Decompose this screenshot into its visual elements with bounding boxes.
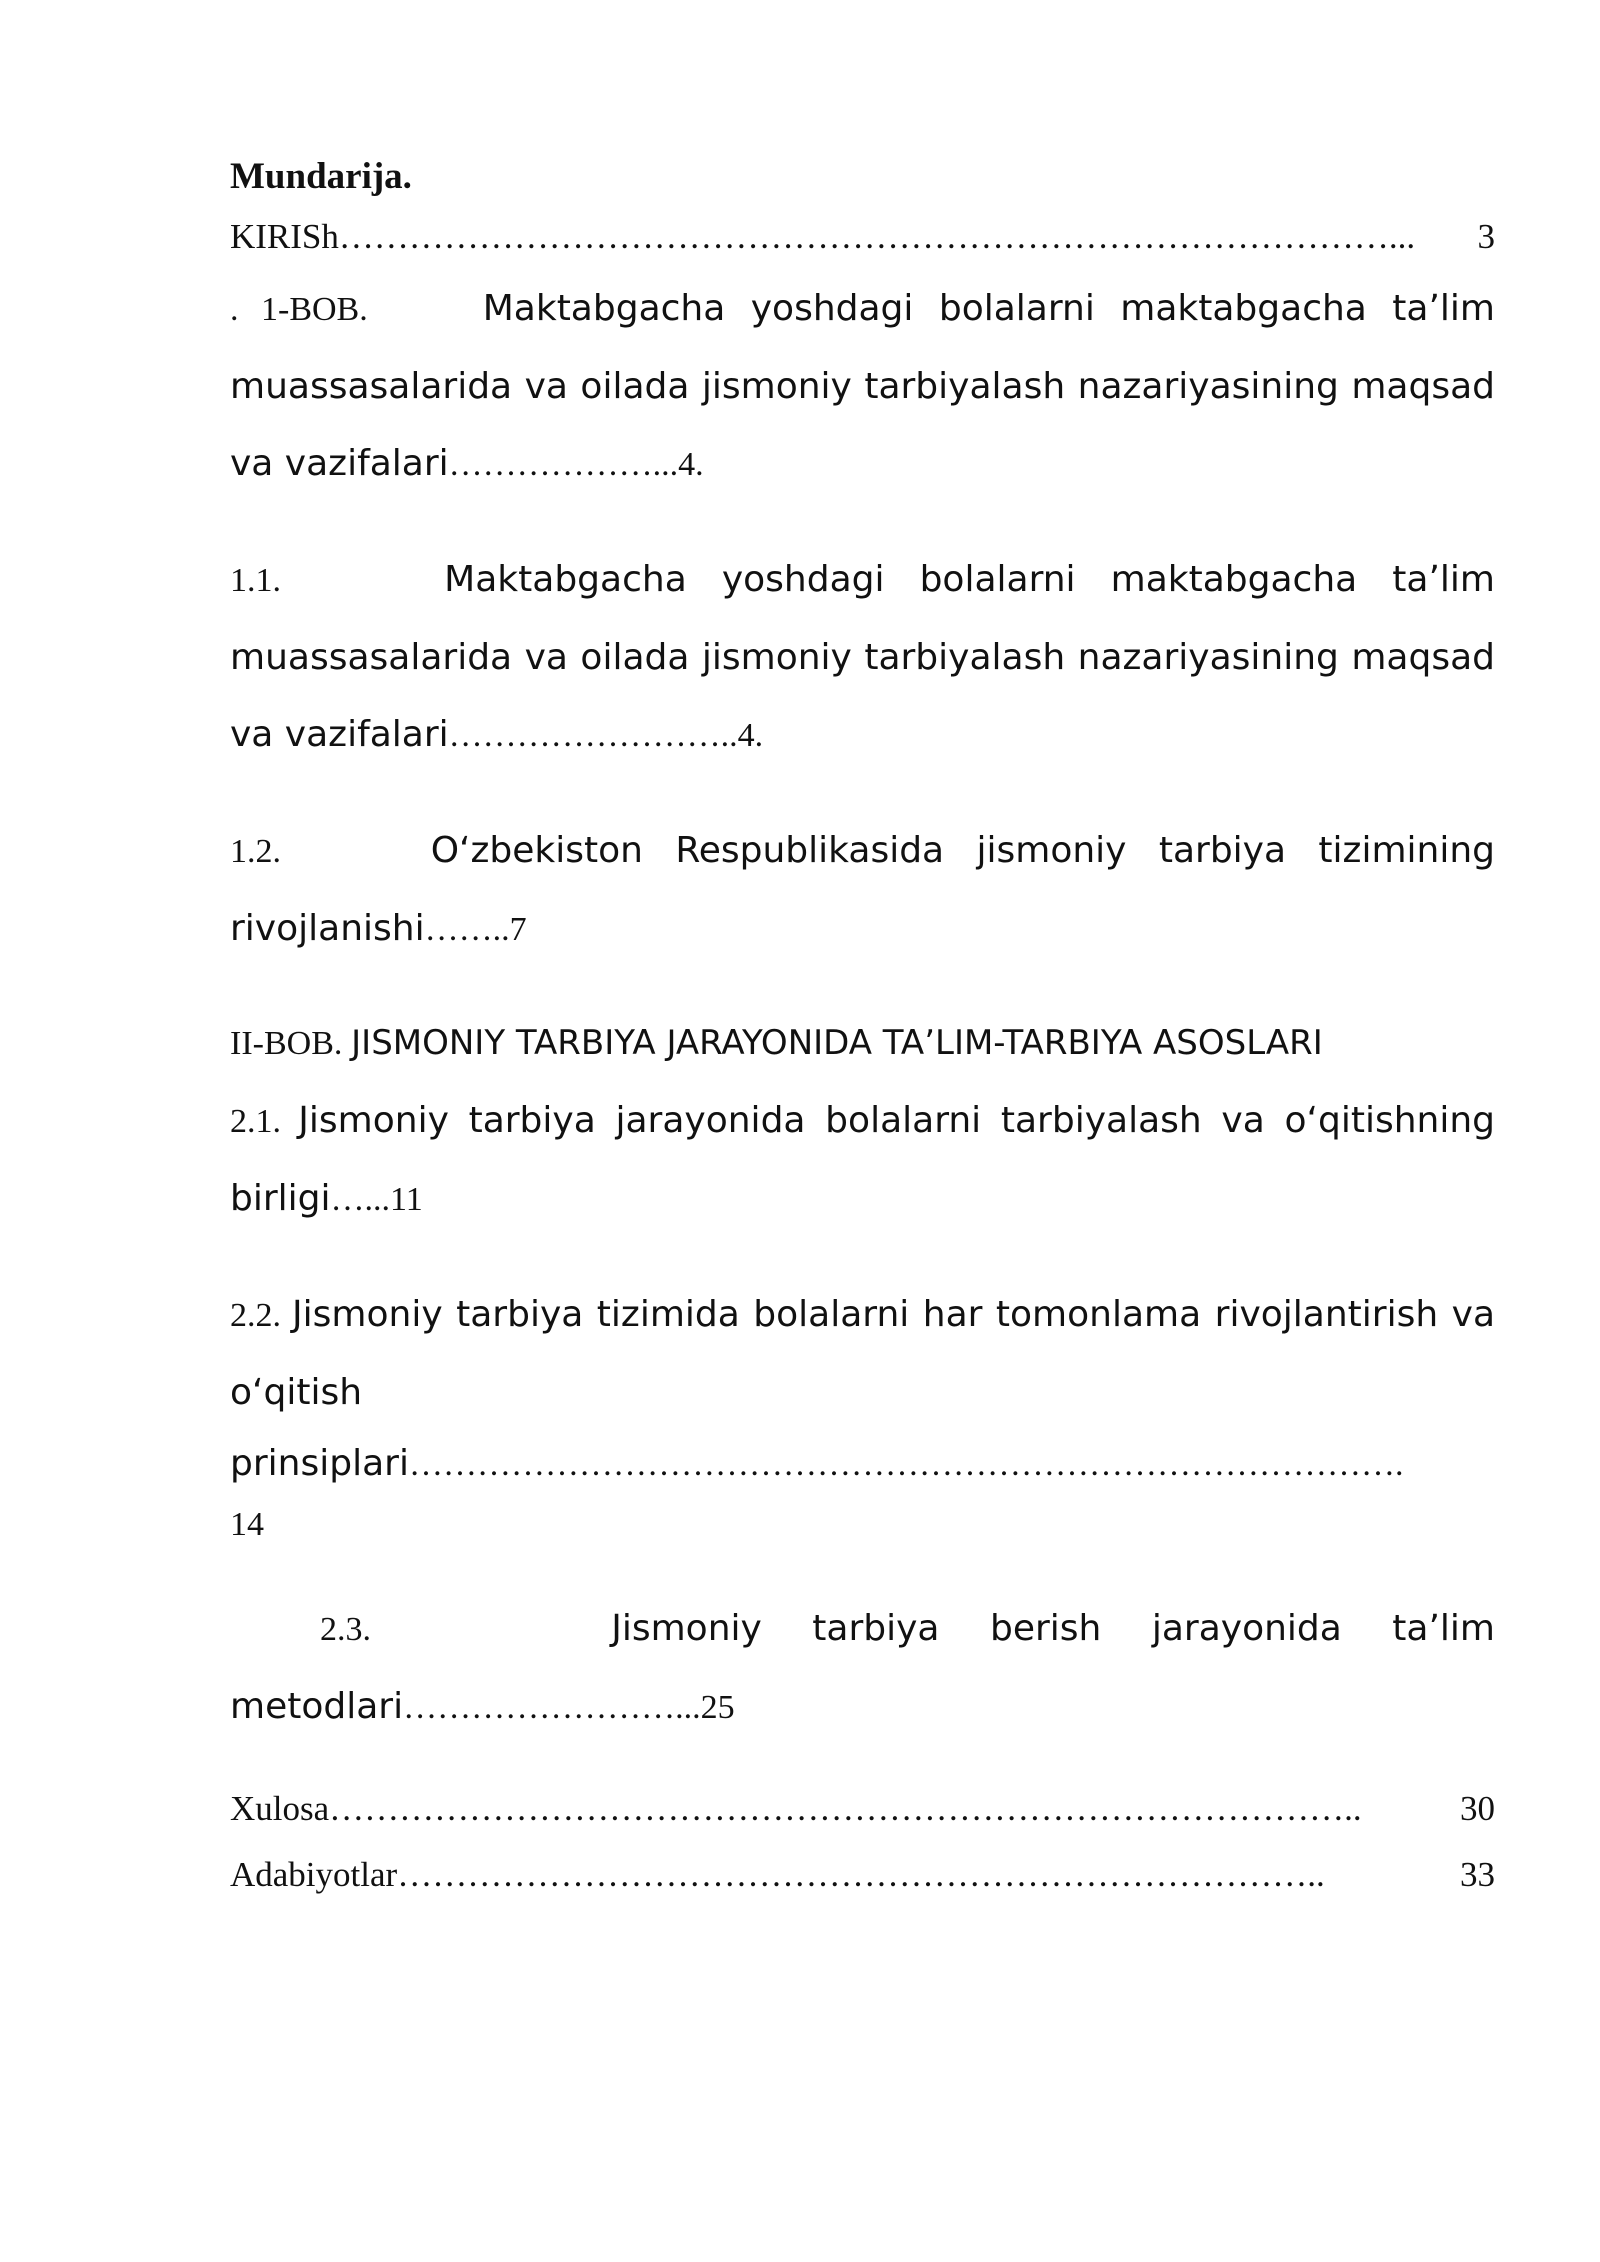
section-number: 2.2. xyxy=(230,1297,281,1334)
chapter-number: II-BOB. xyxy=(230,1025,343,1062)
chapter-title: JISMONIY TARBIYA JARAYONIDA TA’LIM-TARBIYA ASOSLARI xyxy=(351,1023,1323,1063)
toc-page-number: 33 xyxy=(1460,1855,1495,1894)
toc-entry-intro xyxy=(230,204,1495,270)
toc-entry-chapter-2 xyxy=(230,1004,1495,1082)
toc-label: Xulosa xyxy=(230,1789,330,1828)
chapter-number: . 1-BOB. xyxy=(230,291,368,328)
toc-entry-section-1-2 xyxy=(230,812,1495,968)
toc-dots: ………………………………………………………………………………... xyxy=(338,217,1416,256)
toc-entry-conclusion xyxy=(230,1776,1495,1842)
toc-dots-page: ……………………...25 xyxy=(403,1689,735,1726)
toc-page-line xyxy=(230,1498,1495,1552)
toc-dots-page: ……..7 xyxy=(424,911,527,948)
section-title: Maktabgacha yoshdagi bolalarni maktabgacha ta’lim muassasalarida va oilada jismoniy tarbiyalash nazariyasining maqsad va vazifalari xyxy=(230,559,1495,755)
table-of-contents xyxy=(230,150,1495,1908)
toc-page-number: 14 xyxy=(230,1506,264,1543)
toc-dots-page: …...11 xyxy=(330,1181,423,1218)
section-title: O‘zbekiston Respublikasida jismoniy tarbiya tizimining rivojlanishi xyxy=(230,830,1496,949)
section-number: 2.1. xyxy=(230,1103,281,1140)
section-title: Jismoniy tarbiya tizimida bolalarni har tomonlama rivojlantirish va o‘qitish xyxy=(230,1294,1496,1413)
section-title: Jismoniy tarbiya berish jarayonida ta’lim metodlari xyxy=(230,1608,1495,1727)
toc-entry-section-2-1 xyxy=(230,1082,1495,1238)
toc-entry-chapter-1 xyxy=(230,270,1495,503)
toc-dots-page: ………………...4. xyxy=(448,446,704,483)
toc-entry-section-1-1 xyxy=(230,541,1495,774)
section-number: 1.2. xyxy=(230,833,281,870)
toc-page-number: 3 xyxy=(1477,217,1495,256)
section-number: 1.1. xyxy=(230,562,281,599)
toc-label: Adabiyotlar xyxy=(230,1855,398,1894)
section-title: Jismoniy tarbiya jarayonida bolalarni tarbiyalash va o‘qitishning birligi xyxy=(230,1100,1496,1219)
toc-entry-section-2-2 xyxy=(230,1276,1495,1431)
toc-dots: …………………………………………………………………….. xyxy=(397,1855,1325,1894)
toc-page-number: 30 xyxy=(1460,1789,1495,1828)
toc-entry-references xyxy=(230,1842,1495,1908)
chapter-title: Maktabgacha yoshdagi bolalarni maktabgacha ta’lim muassasalarida va oilada jismoniy tarbiyalash nazariyasining maqsad va vazifalari xyxy=(230,288,1495,484)
toc-entry-section-2-2-continued xyxy=(230,1431,1495,1498)
page-title: Mundarija. xyxy=(230,156,412,197)
section-title-continued: prinsiplari xyxy=(230,1443,409,1484)
toc-entry-section-2-3 xyxy=(230,1590,1495,1746)
section-number: 2.3. xyxy=(320,1611,371,1648)
toc-dots-page: ……………………..4. xyxy=(448,717,764,754)
toc-label: KIRISh xyxy=(230,217,339,256)
toc-dots: …………………………………………………………………………….. xyxy=(329,1789,1362,1828)
toc-dots: ……………………………………………………………………………. xyxy=(408,1446,1404,1483)
